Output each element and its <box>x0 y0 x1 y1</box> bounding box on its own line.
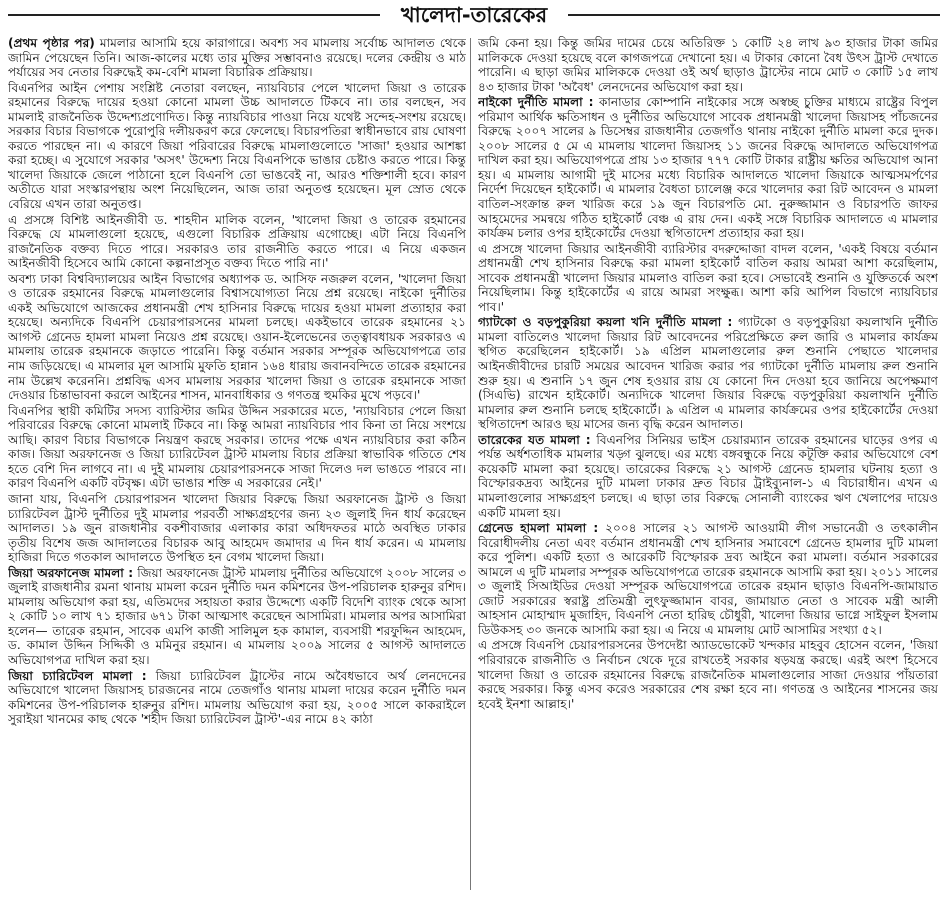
paragraph-text: বিএনপির সিনিয়র ভাইস চেয়ারম্যান তারেক রহমানের ঘাড়ের ওপর এ পর্যন্ত অর্ধশতাধিক মামলার খড়্গ ঝুলছে। এর মধ্যে বঙ্গবন্ধুকে নিয়ে কটূক্তি করার অভিযোগে বেশ কয়েকটি মামলা করা হয়েছে। তারেকের বিরুদ্ধে ২১ আগস্ট গ্রেনেড হামলার ঘটনায় হত্যা ও বিস্ফোরকদ্রব্য আইনের দুটি মামলা ঢাকার দ্রুত বিচার ট্রাইব্যুনাল-১ এ বিচারাধীন। এখন এ মামলাগুলোর সাক্ষ্যগ্রহণ চলছে। এ ছাড়া তার বিরুদ্ধে সোনালী ব্যাংকের ঋণ খেলাপের দায়েও একটি মামলা হয়। <box>478 432 938 520</box>
subheading-orphanage-case: জিয়া অরফানেজ মামলা : <box>8 565 134 580</box>
paragraph-text: জিয়া চ্যারিটেবল ট্রাস্টের নামে অবৈধভাবে অর্থ লেনদেনের অভিযোগে খালেদা জিয়াসহ চারজনের নামে তেজগাঁও থানায় মামলা দায়ের করেন দুর্নীতি দমন কমিশনের উপ-পরিচালক হারুনুর রশিদ। মামলায় অভিযোগ করা হয়, ২০০৫ সালে কাকরাইলে সুরাইয়া খানমের কাছ থেকে 'শহীদ জিয়া চ্যারিটেবল ট্রাস্ট'-এর নামে ৪২ কাঠা <box>8 668 466 727</box>
subheading-niko-case: নাইকো দুর্নীতি মামলা : <box>478 95 594 110</box>
subheading-tarek-cases: তারেকের যত মামলা : <box>478 432 591 447</box>
section-header <box>0 0 948 30</box>
article-column-right <box>478 36 938 894</box>
paragraph-text: কানাডার কোম্পানি নাইকোর সঙ্গে অস্বচ্ছ চুক্তির মাধ্যমে রাষ্ট্রের বিপুল পরিমাণ আর্থিক ক্ষতিসাধন ও দুর্নীতির অভিযোগে সাবেক প্রধানমন্ত্রী খালেদা জিয়াসহ পাঁচজনের বিরুদ্ধে ২০০৭ সালের ৯ ডিসেম্বর রাজধানীর তেজগাঁও থানায় নাইকো দুর্নীতি মামলা করে দুদক। ২০০৮ সালের ৫ মে এ মামলায় খালেদা জিয়াসহ ১১ জনের বিরুদ্ধে আদালতে অভিযোগপত্র দাখিল করা হয়। অভিযোগপত্রে প্রায় ১৩ হাজার ৭৭৭ কোটি টাকার রাষ্ট্রীয় ক্ষতির অভিযোগ আনা হয়। এ মামলায় আগামী দুই মাসের মধ্যে বিচারিক আদালতে খালেদা জিয়াকে আত্মসমর্পণের নির্দেশ দিয়েছেন হাইকোর্ট। এ মামলার বৈধতা চ্যালেঞ্জ করে খালেদার করা রিট আবেদন ও মামলা বাতিল-সংক্রান্ত রুল খারিজ করে ১৯ জুন বিচারপতি মো. নুরুজ্জামান ও বিচারপতি জাফর আহমেদের সমন্বয়ে গঠিত হাইকোর্ট বেঞ্চ এ রায় দেন। একই সঙ্গে বিচারিক আদালতে এ মামলার কার্যক্রম চলার ওপর হাইকোর্টের দেওয়া স্থগিতাদেশ প্রত্যাহার করা হয়। <box>478 95 938 241</box>
paragraph-text: মামলার আসামি হয়ে কারাগারে। অবশ্য সব মামলায় সর্বোচ্চ আদালত থেকে জামিন পেয়েছেন তিনি। আজ-কালের মধ্যে তার মুক্তির সম্ভাবনাও রয়েছে। দলের কেন্দ্রীয় ও মাঠ পর্যায়ের সব নেতার বিরুদ্ধেই কম-বেশি মামলা বিচারিক প্রক্রিয়ায়। <box>8 36 466 80</box>
paragraph-charitable-case <box>8 669 466 727</box>
subheading-charitable-case: জিয়া চ্যারিটেবল মামলা : <box>8 668 147 683</box>
paragraph-land-purchase: জমি কেনা হয়। কিন্তু জমির দামের চেয়ে অতিরিক্ত ১ কোটি ২৪ লাখ ৯৩ হাজার টাকা জমির মালিককে দেওয়া হয়েছে বলে কাগজপত্রে দেখানো হয়। এ টাকার কোনো বৈধ উৎস ট্রাস্ট দেখাতে পারেনি। এ ছাড়া জমির মালিককে দেওয়া ওই অর্থ ছাড়াও ট্রাস্টের নামে মোট ৩ কোটি ১৫ লাখ ৪৩ হাজার টাকা 'অবৈধ' লেনদেনের অভিযোগ করা হয়। <box>478 36 938 94</box>
paragraph-text: গ্যাটকো ও বড়পুকুরিয়া কয়লাখনি দুর্নীতি মামলা বাতিলেও খালেদা জিয়ার রিট আবেদনের পরিপ্রেক্ষিতে রুল জারি ও মামলার কার্যক্রম স্থগিত করেছিলেন হাইকোর্ট। ১৯ এপ্রিল মামলাগুলোর রুল শুনানি পেছাতে খালেদার আইনজীবীদের চারটি সময়ের আবেদন খারিজ করার পর গ্যাটকো দুর্নীতি মামলায় রুল শুনানি শুরু হয়। এ শুনানি ১৭ জুন শেষ হওয়ার রায় যে কোনো দিন দেওয়া হবে জানিয়ে অপেক্ষমাণ (সিএভি) রাখেন হাইকোর্ট। অন্যদিকে খালেদা জিয়ার বিরুদ্ধে বড়পুকুরিয়া কয়লাখনি দুর্নীতি মামলার রুল শুনানি চলছে হাইকোর্টে। ৯ এপ্রিল এ মামলার কার্যক্রমের ওপর হাইকোর্টের দেওয়া স্থগিতাদেশ আরও ছয় মাসের জন্য বৃদ্ধি করেন আদালত। <box>478 315 938 432</box>
paragraph-orphanage-case <box>8 566 466 668</box>
column-divider <box>470 38 471 890</box>
paragraph-continuation <box>8 36 466 80</box>
section-title: খালেদা-তারেকের <box>391 0 557 30</box>
paragraph-jamir-uddin: বিএনপির স্থায়ী কমিটির সদস্য ব্যারিস্টার জমির উদ্দিন সরকারের মতে, 'ন্যায়বিচার পেলে জিয়া পরিবারের বিরুদ্ধে কোনো মামলাই টিকবে না। কিন্তু আমরা ন্যায়বিচার পাব কিনা তা নিয়ে সংশয়ে আছি। কারণ বিচার বিভাগকে নিয়ন্ত্রণ করছে সরকার। তাদের পক্ষে এখন ন্যায়বিচার করা কঠিন কাজ। জিয়া অরফানেজ ও জিয়া চ্যারিটেবল ট্রাস্ট মামলায় বিচার প্রক্রিয়া স্বাভাবিক গতিতে শেষ হতে বেশি দিন লাগবে না। এ দুই মামলায় চেয়ারপারসনকে সাজা দিলেও দল ভাঙতে পারবে না। কারণ বিএনপি একটি বটবৃক্ষ। এটা ভাঙার শক্তি এ সরকারের নেই।' <box>8 403 466 491</box>
paragraph-tarek-cases <box>478 433 938 520</box>
subheading-grenade-case: গ্রেনেড হামলা মামলা : <box>478 521 599 536</box>
header-rule-left <box>8 14 380 16</box>
subheading-gatco-case: গ্যাটকো ও বড়পুকুরিয়া কয়লা খনি দুর্নীতি মামলা : <box>478 315 733 330</box>
paragraph-mahbub-hossain: এ প্রসঙ্গে বিএনপি চেয়ারপারসনের উপদেষ্টা অ্যাডভোকেট খন্দকার মাহবুব হোসেন বলেন, 'জিয়া পরিবারকে রাজনীতি ও নির্বাচন থেকে দূরে রাখতেই সরকার ষড়যন্ত্র করছে। এরই অংশ হিসেবে খালেদা জিয়া ও তারেক রহমানের বিরুদ্ধে রাজনৈতিক মামলাগুলোর সাজা দেওয়ার পাঁয়তারা করছে সরকার। কিন্তু এসব করেও সরকারের শেষ রক্ষা হবে না। গণতন্ত্র ও আইনের শাসনের জয় হবেই ইনশা আল্লাহ।' <box>478 638 938 711</box>
continuation-label: (প্রথম পৃষ্ঠার পর) <box>8 36 95 50</box>
paragraph-gatco-case <box>478 315 938 431</box>
paragraph-text: ২০০৪ সালের ২১ আগস্ট আওয়ামী লীগ সভানেত্রী ও তৎকালীন বিরোধীদলীয় নেতা এবং বর্তমান প্রধানমন্ত্রী শেখ হাসিনার সমাবেশে গ্রেনেড হামলার দুটি মামলা করে পুলিশ। একটি হত্যা ও আরেকটি বিস্ফোরক দ্রব্য আইনে করা মামলা। বর্তমান সরকারের আমলে এ দুটি মামলার সম্পূরক অভিযোগপত্রে তারেক রহমানকে আসামি করা হয়। ২০১১ সালের ৩ জুলাই সিআইডির দেওয়া সম্পূরক অভিযোগপত্রে তারেক রহমান ছাড়াও বিএনপি-জামায়াত জোট সরকারের স্বরাষ্ট্র প্রতিমন্ত্রী লুৎফুজ্জামান বাবর, জামায়াত নেতা ও সাবেক মন্ত্রী আলী আহসান মোহাম্মাদ মুজাহিদ, বিএনপি নেতা হারিছ চৌধুরী, খালেদা জিয়ার ভাগ্নে সাইফুল ইসলাম ডিউকসহ ৩০ জনকে আসামি করা হয়। এ নিয়ে এ মামলায় মোট আসামির সংখ্যা ৫২। <box>478 521 938 637</box>
header-rule-right <box>568 14 940 16</box>
paragraph-text: জিয়া অরফানেজ ট্রাস্ট মামলায় দুর্নীতির অভিযোগে ২০০৮ সালের ৩ জুলাই রাজধানীর রমনা থানায় মামলা করেন দুর্নীতি দমন কমিশনের উপ-পরিচালক হারুনুর রশিদ। মামলায় অভিযোগ করা হয়, এতিমদের সহায়তা করার উদ্দেশ্যে একটি বিদেশি ব্যাংক থেকে আসা ২ কোটি ১০ লাখ ৭১ হাজার ৬৭১ টাকা আত্মসাৎ করেছেন আসামিরা। মামলার অপর আসামিরা হলেন— তারেক রহমান, সাবেক এমপি কাজী সালিমুল হক কামাল, ব্যবসায়ী শরফুদ্দিন আহমেদ, ড. কামাল উদ্দিন সিদ্দিকী ও মমিনুর রহমান। এ মামলায় ২০০৯ সালের ৫ আগস্ট আদালতে অভিযোগপত্র দাখিল করা হয়। <box>8 565 466 667</box>
paragraph-lawyers-view: বিএনপির আইন পেশায় সংশ্লিষ্ট নেতারা বলছেন, ন্যায়বিচার পেলে খালেদা জিয়া ও তারেক রহমানের বিরুদ্ধে দায়ের হওয়া কোনো মামলা উচ্চ আদালতে টিকবে না। তার বলছেন, সব মামলাই রাজনৈতিক উদ্দেশ্যপ্রণোদিত। কিন্তু ন্যায়বিচার পাওয়া নিয়ে যথেষ্ট সন্দেহ-সংশয় রয়েছে। সরকার বিচার বিভাগকে পুরোপুরি দলীয়করণ করে ফেলেছে। বিচারপতিরা স্বাধীনভাবে রায় ঘোষণা করতে পারছেন না। এ কারণে জিয়া পরিবারের বিরুদ্ধে মামলাগুলোতে 'সাজা' হওয়ার আশঙ্কা করা হচ্ছে। এ সুযোগে সরকার 'অসৎ' উদ্দেশ্য নিয়ে বিএনপিকে ভাঙার চেষ্টাও করতে পারে। কিন্তু খালেদা জিয়াকে জেলে পাঠানো হলে বিএনপি তো ভাঙবেই না, আরও শক্তিশালী হবে। কারণ অতীতে যারা সংস্কারপন্থায় অংশ নিয়েছিলেন, আজ তারা অনুতপ্ত হয়েছেন। মূল স্রোত থেকে বেরিয়ে এখন তারা অনুতপ্ত। <box>8 80 466 212</box>
paragraph-niko-case <box>478 95 938 240</box>
paragraph-grenade-case <box>478 521 938 637</box>
paragraph-shahdeen-malik: এ প্রসঙ্গে বিশিষ্ট আইনজীবী ড. শাহদীন মালিক বলেন, 'খালেদা জিয়া ও তারেক রহমানের বিরুদ্ধে যে মামলাগুলো হয়েছে, এগুলো বিচারিক প্রক্রিয়ায় এগোচ্ছে। এটা নিয়ে বিএনপি রাজনৈতিক বক্তব্য দিতে পারে। সরকারও তার রাজনীতি করতে পারে। এ নিয়ে একজন আইনজীবী হিসেবে আমি কোনো কল্পনাপ্রসূত বক্তব্য দিতে পারি না।' <box>8 212 466 271</box>
paragraph-hearing-date: জানা যায়, বিএনপি চেয়ারপারসন খালেদা জিয়ার বিরুদ্ধে জিয়া অরফানেজ ট্রাস্ট ও জিয়া চ্যারিটেবল ট্রাস্ট দুর্নীতির দুই মামলার পরবর্তী সাক্ষ্যগ্রহণের জন্য ২৩ জুলাই দিন ধার্য করেছেন আদালত। ১৯ জুন রাজধানীর বকশীবাজার এলাকার কারা অধিদফতর মাঠে অবস্থিত ঢাকার তৃতীয় বিশেষ জজ আদালতের বিচারক আবু আহমেদ জমাদার এ দিন ধার্য করেন। এ মামলায় হাজিরা দিতে গতকাল আদালতে উপস্থিত হন বেগম খালেদা জিয়া। <box>8 491 466 565</box>
paragraph-badal-comment: এ প্রসঙ্গে খালেদা জিয়ার আইনজীবী ব্যারিস্টার বদরুদ্দোজা বাদল বলেন, 'একই বিষয়ে বর্তমান প্রধানমন্ত্রী শেখ হাসিনার বিরুদ্ধে করা মামলা হাইকোর্ট বাতিল করায় আমরা আশা করেছিলাম, সাবেক প্রধানমন্ত্রী খালেদা জিয়ার মামলাও বাতিল করা হবে। সেভাবেই শুনানি ও যুক্তিতর্কে অংশ নিয়েছিলাম। কিন্তু হাইকোর্টের এ রায়ে আমরা সংক্ষুব্ধ। আশা করি আপিল বিভাগে ন্যায়বিচার পাব।' <box>478 241 938 314</box>
article-column-left <box>8 36 466 894</box>
paragraph-asif-nazrul: অবশ্য ঢাকা বিশ্ববিদ্যালয়ের আইন বিভাগের অধ্যাপক ড. আসিফ নজরুল বলেন, 'খালেদা জিয়া ও তারেক রহমানের বিরুদ্ধে মামলাগুলোর বিশ্বাসযোগ্যতা নিয়ে প্রশ্ন রয়েছে। নাইকো দুর্নীতির একই অভিযোগে আজকের প্রধানমন্ত্রী শেখ হাসিনার বিরুদ্ধে দায়ের হওয়া মামলা প্রত্যাহার করা হয়েছে। অন্যদিকে বিএনপি চেয়ারপারসনের মামলা চলছে। একইভাবে তারেক রহমানের ২১ আগস্ট গ্রেনেড হামলা মামলা নিয়েও প্রশ্ন রয়েছে। ওয়ান-ইলেভেনের তত্ত্বাবধায়ক সরকারও এ মামলায় তারেক রহমানকে জড়াতে পারেনি। কিন্তু বর্তমান সরকার সম্পূরক অভিযোগপত্রে তার নাম জড়িয়েছে। এ মামলার মূল আসামি মুফতি হান্নান ১৬৪ ধারায় জবানবন্দিতে তারেক রহমানের নাম উল্লেখ করেননি। প্রশ্নবিদ্ধ এসব মামলায় সরকার খালেদা জিয়া ও তারেক রহমানকে সাজা দেওয়ার চিন্তাভাবনা করলে আইনের শাসন, মানবাধিকার ও গণতন্ত্র হুমকির মুখে পড়বে।' <box>8 271 466 403</box>
